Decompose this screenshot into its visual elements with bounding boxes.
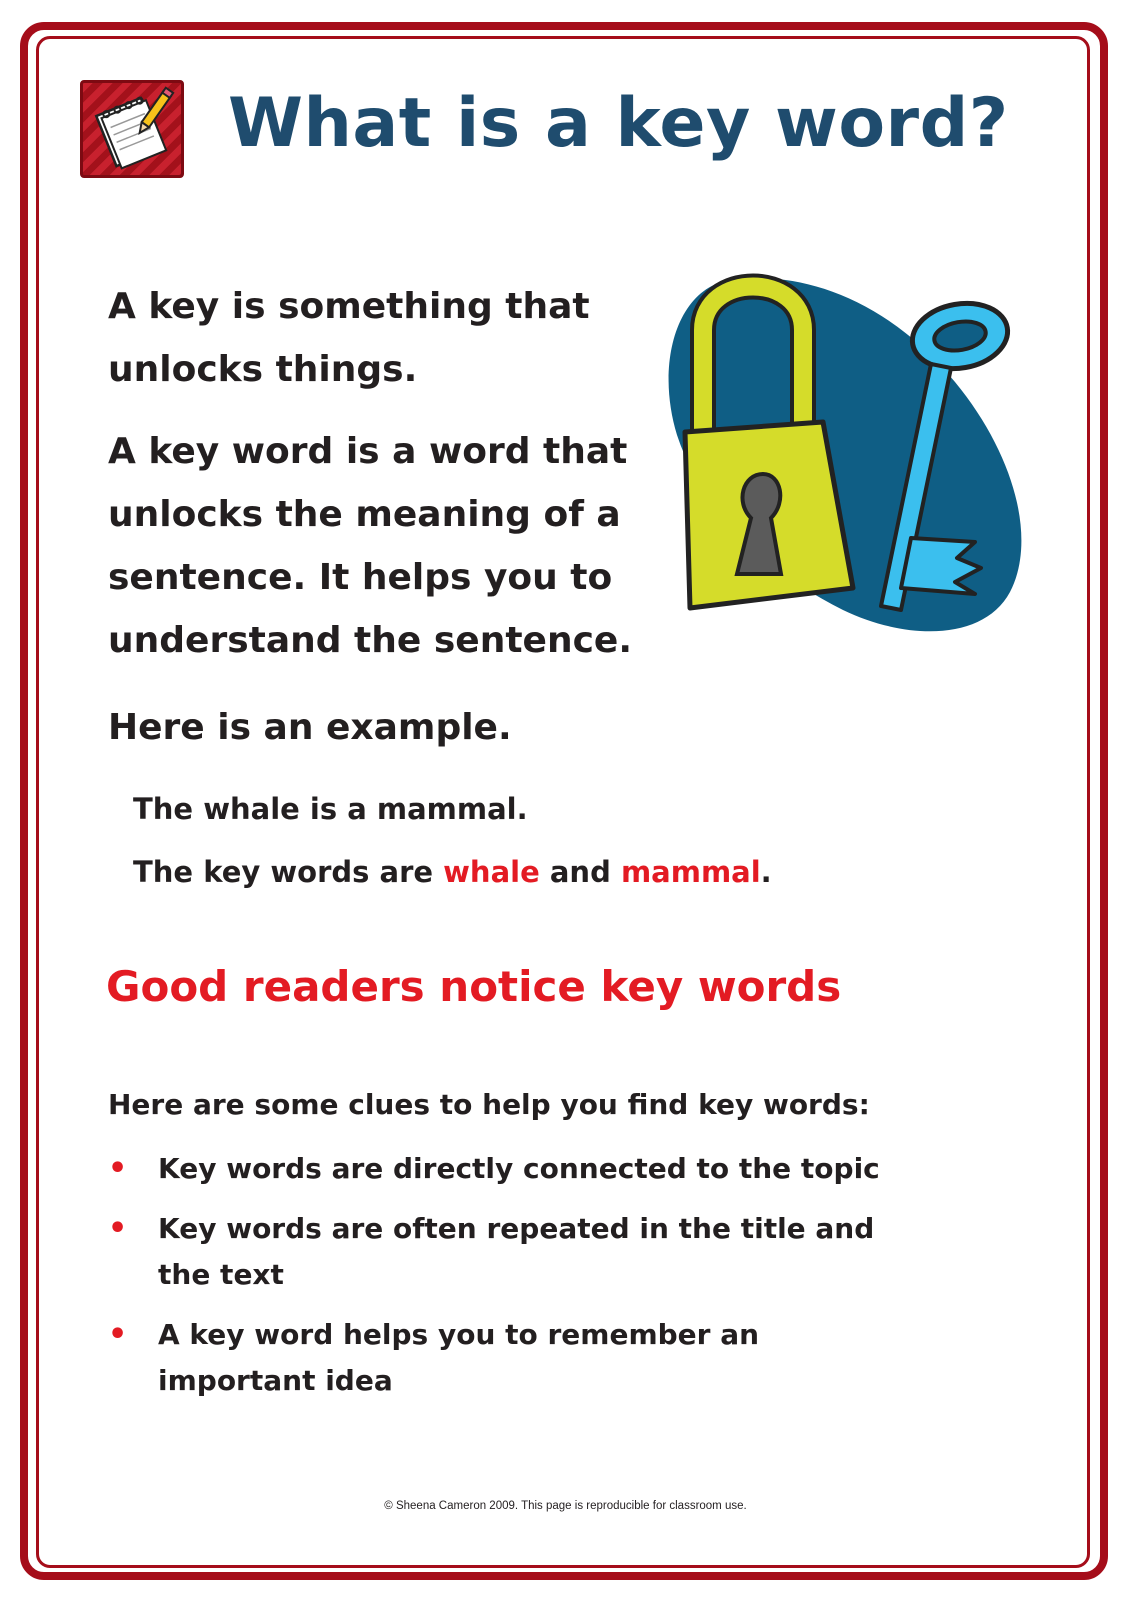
clue-text: Key words are often repeated in the title and the text xyxy=(158,1212,875,1291)
notepad-pencil-icon xyxy=(80,80,184,178)
key-word-highlight: whale xyxy=(443,855,540,889)
key-definition-paragraph: A key is something that unlocks things. xyxy=(108,286,590,390)
clues-intro: Here are some clues to help you find key words: xyxy=(108,1088,870,1121)
copyright-footer: © Sheena Cameron 2009. This page is reproducible for classroom use. xyxy=(384,1500,747,1512)
page-title: What is a key word? xyxy=(228,84,1009,163)
example-key-words-line xyxy=(133,855,772,889)
key-word-definition-paragraph: A key word is a word that unlocks the meaning of a sentence. It helps you to understand the sentence. xyxy=(108,431,633,661)
key-words-joiner: and xyxy=(539,855,621,889)
bullet-icon: • xyxy=(108,1317,128,1352)
list-item xyxy=(100,1146,920,1192)
bullet-icon: • xyxy=(108,1211,128,1246)
example-intro: Here is an example. xyxy=(108,707,512,748)
example-sentence: The whale is a mammal. xyxy=(133,792,528,826)
clue-text: Key words are directly connected to the topic xyxy=(158,1152,880,1185)
bullet-icon: • xyxy=(108,1151,128,1186)
clue-text: A key word helps you to remember an important idea xyxy=(158,1318,760,1397)
clues-list xyxy=(100,1146,920,1418)
list-item xyxy=(100,1312,920,1404)
key-word-highlight: mammal xyxy=(620,855,761,889)
key-words-prefix: The key words are xyxy=(133,855,444,889)
list-item xyxy=(100,1206,920,1298)
lock-and-key-illustration xyxy=(665,270,1035,664)
key-words-suffix: . xyxy=(760,855,772,889)
clues-heading: Good readers notice key words xyxy=(106,962,842,1011)
